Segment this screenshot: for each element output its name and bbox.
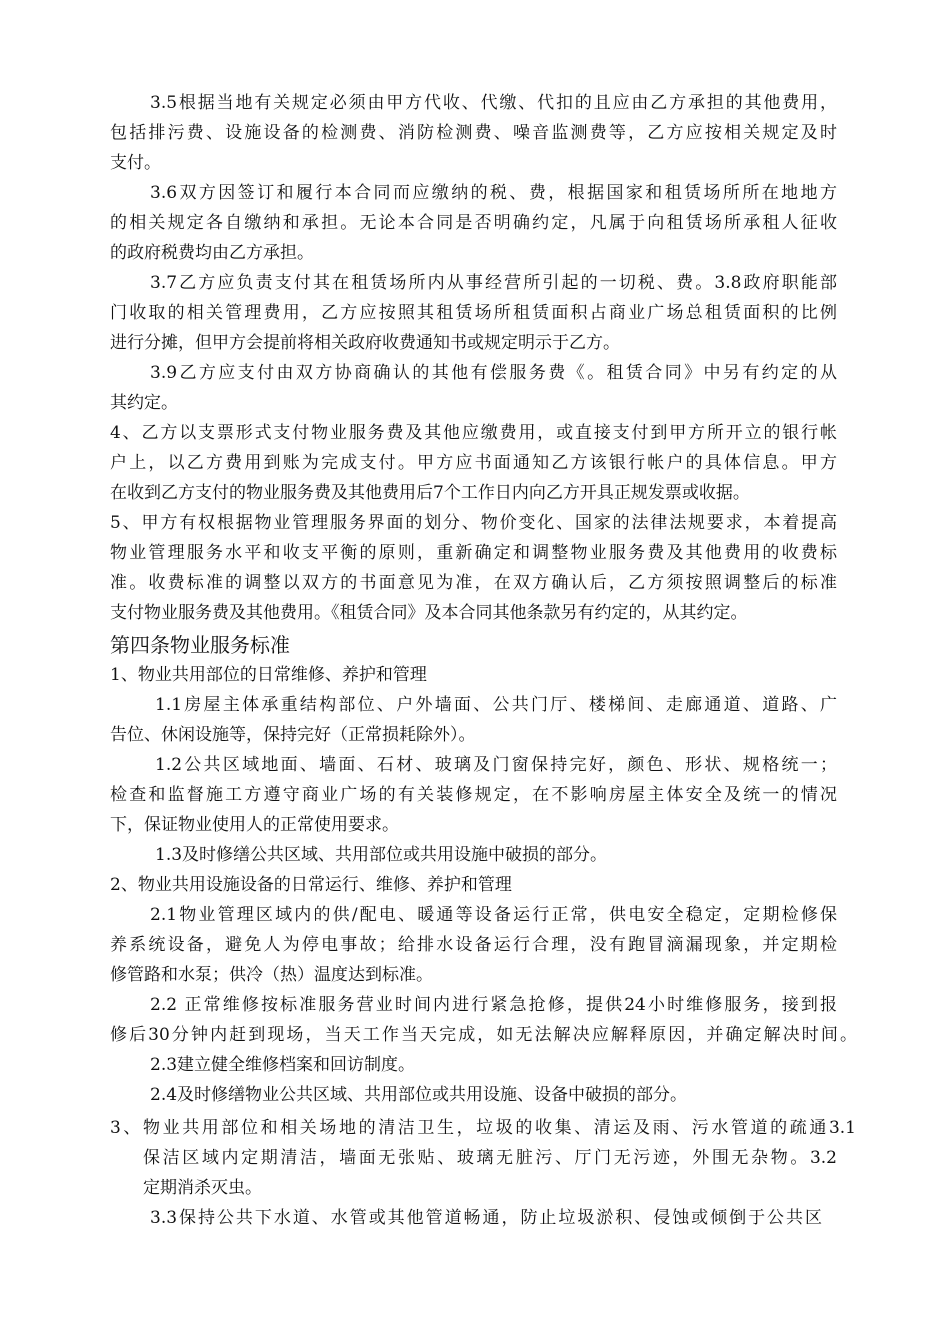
paragraph-line: 的相关规定各自缴纳和承担。无论本合同是否明确约定，凡属于向租赁场所承租人征收 [110, 213, 837, 233]
paragraph-line: 定期消杀灭虫。 [143, 1178, 262, 1198]
paragraph-line: 3.3保持公共下水道、水管或其他管道畅通，防止垃圾淤积、侵蚀或倾倒于公共区 [150, 1208, 822, 1228]
paragraph-line: 1.3及时修缮公共区域、共用部位或共用设施中破损的部分。 [155, 845, 608, 865]
paragraph-line: 1.1房屋主体承重结构部位、户外墙面、公共门厅、楼梯间、走廊通道、道路、广 [155, 695, 837, 715]
paragraph-line: 支付物业服务费及其他费用。《租赁合同》及本合同其他条款另有约定的，从其约定。 [110, 603, 748, 623]
paragraph-line: 告位、休闲设施等，保持完好（正常损耗除外）。 [110, 725, 476, 745]
paragraph-line: 4、乙方以支票形式支付物业服务费及其他应缴费用，或直接支付到甲方所开立的银行帐 [110, 423, 837, 443]
paragraph-line: 3、物业共用部位和相关场地的清洁卫生，垃圾的收集、清运及雨、污水管道的疏通3.1 [110, 1118, 856, 1138]
paragraph-line: 3.7乙方应负责支付其在租赁场所内从事经营所引起的一切税、费。3.8政府职能部 [150, 273, 837, 293]
paragraph-line: 2.3建立健全维修档案和回访制度。 [150, 1055, 416, 1075]
paragraph-line: 修管路和水泵；供冷（热）温度达到标准。 [110, 965, 433, 985]
paragraph-line: 2、物业共用设施设备的日常运行、维修、养护和管理 [110, 875, 512, 895]
paragraph-line: 2.2 正常维修按标准服务营业时间内进行紧急抢修，提供24小时维修服务，接到报 [150, 995, 837, 1015]
paragraph-line: 3.9乙方应支付由双方协商确认的其他有偿服务费《。租赁合同》中另有约定的从 [150, 363, 837, 383]
paragraph-line: 的政府税费均由乙方承担。 [110, 243, 314, 263]
paragraph-line: 包括排污费、设施设备的检测费、消防检测费、噪音监测费等，乙方应按相关规定及时 [110, 123, 837, 143]
paragraph-line: 保洁区域内定期清洁，墙面无张贴、玻璃无脏污、厅门无污迹，外围无杂物。3.2 [143, 1148, 837, 1168]
paragraph-line: 修后30分钟内赶到现场，当天工作当天完成，如无法解决应解释原因，并确定解决时间。 [110, 1025, 857, 1045]
paragraph-line: 在收到乙方支付的物业服务费及其他费用后7个工作日内向乙方开具正规发票或收据。 [110, 483, 750, 503]
paragraph-line: 进行分摊，但甲方会提前将相关政府收费通知书或规定明示于乙方。 [110, 333, 620, 353]
paragraph-line: 2.1物业管理区域内的供/配电、暖通等设备运行正常，供电安全稳定，定期检修保 [150, 905, 837, 925]
paragraph-line: 1.2公共区域地面、墙面、石材、玻璃及门窗保持完好，颜色、形状、规格统一； [155, 755, 837, 775]
paragraph-line: 5、甲方有权根据物业管理服务界面的划分、物价变化、国家的法律法规要求，本着提高 [110, 513, 837, 533]
paragraph-line: 3.6双方因签订和履行本合同而应缴纳的税、费，根据国家和租赁场所所在地地方 [150, 183, 837, 203]
paragraph-line: 其约定。 [110, 393, 178, 413]
paragraph-line: 养系统设备，避免人为停电事故；给排水设备运行合理，没有跑冒滴漏现象，并定期检 [110, 935, 837, 955]
paragraph-line: 门收取的相关管理费用，乙方应按照其租赁场所租赁面积占商业广场总租赁面积的比例 [110, 303, 837, 323]
paragraph-line: 下，保证物业使用人的正常使用要求。 [110, 815, 399, 835]
paragraph-line: 准。收费标准的调整以双方的书面意见为准，在双方确认后，乙方须按照调整后的标准 [110, 573, 837, 593]
paragraph-line: 3.5根据当地有关规定必须由甲方代收、代缴、代扣的且应由乙方承担的其他费用， [150, 93, 837, 113]
paragraph-line: 户上，以乙方费用到账为完成支付。甲方应书面通知乙方该银行帐户的具体信息。甲方 [110, 453, 837, 473]
paragraph-line: 检查和监督施工方遵守商业广场的有关装修规定，在不影响房屋主体安全及统一的情况 [110, 785, 837, 805]
paragraph-line: 支付。 [110, 153, 161, 173]
paragraph-line: 物业管理服务水平和收支平衡的原则，重新确定和调整物业服务费及其他费用的收费标 [110, 543, 837, 563]
section-heading: 第四条物业服务标准 [110, 633, 290, 657]
paragraph-line: 2.4及时修缮物业公共区域、共用部位或共用设施、设备中破损的部分。 [150, 1085, 688, 1105]
paragraph-line: 1、物业共用部位的日常维修、养护和管理 [110, 665, 427, 685]
